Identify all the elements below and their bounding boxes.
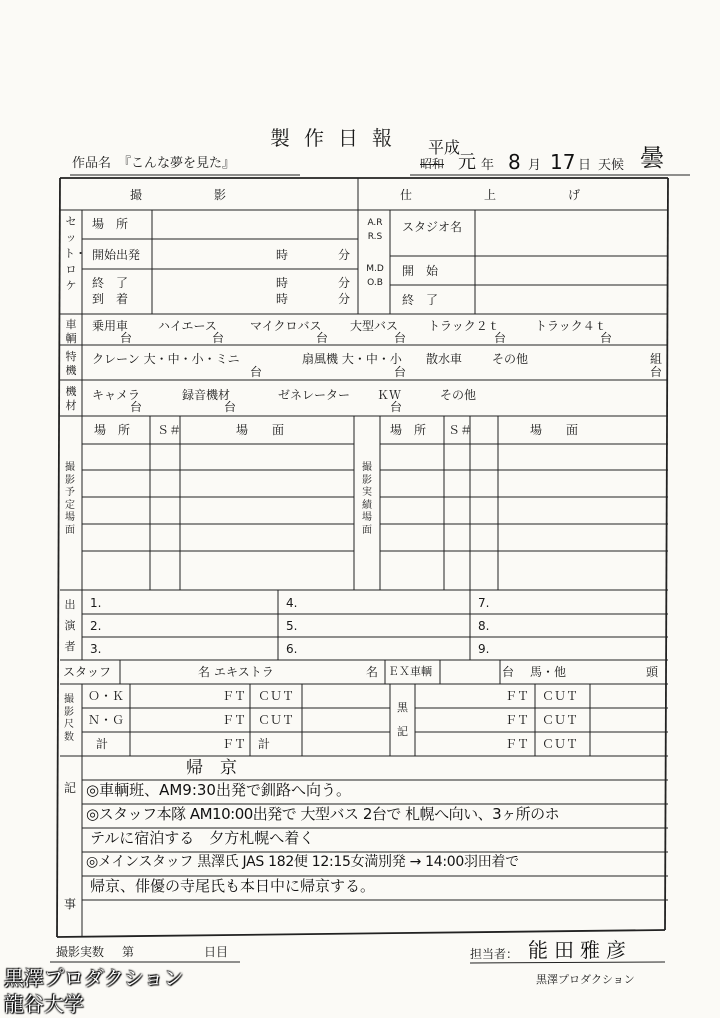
satsuei-header: 撮 影	[130, 188, 227, 202]
kaishi-shuppatsu-label: 開始出発	[92, 248, 141, 262]
cut-unit: ＣＵＴ	[542, 713, 579, 727]
unit-dai: 台	[316, 331, 329, 345]
unit-dai: 台	[120, 331, 133, 345]
days-dai: 第	[122, 945, 135, 959]
touchaku-label: 到 着	[92, 292, 129, 306]
ft-unit: ＦＴ	[505, 737, 530, 751]
special-item: 散水車	[426, 352, 463, 366]
scene-basho-header: 場 所	[94, 423, 131, 437]
basho-label: 場 所	[92, 217, 129, 231]
ji-2: 時	[276, 276, 289, 290]
equipment-item: キャメラ	[92, 388, 141, 402]
page-title: 製作日報	[270, 126, 406, 150]
special-item: 扇風機 大・中・小	[302, 352, 402, 366]
footage-row-ok: Ｏ・Ｋ	[88, 689, 125, 703]
scene-sno-header: Ｓ＃	[157, 423, 182, 437]
cut-unit: ＣＵＴ	[542, 737, 579, 751]
cast-number: 6.	[286, 642, 298, 656]
watermark-line1: 黒澤プロダクション	[4, 966, 184, 990]
note-line: 帰京、俳優の寺尾氏も本日中に帰京する。	[90, 877, 376, 895]
cast-number: 4.	[286, 596, 298, 610]
note-line: テルに宿泊する 夕方札幌へ着く	[90, 829, 315, 847]
era-printed: 昭和	[420, 157, 445, 171]
day-value: 17	[550, 150, 576, 174]
ft-unit: ＦＴ	[222, 737, 247, 751]
vehicle-item: ハイエース	[158, 319, 217, 333]
work-label: 作品名	[72, 156, 112, 171]
kaishi-label: 開 始	[402, 264, 439, 278]
plan-scenes-label: 撮影予定場面	[65, 462, 75, 536]
days-label: 撮影実数	[56, 945, 105, 959]
ex-vehicle-dai: 台	[502, 665, 515, 679]
shuryo2-label: 終 了	[402, 293, 439, 307]
vehicle-item: トラック４ｔ	[535, 319, 607, 333]
note-line: 帰 京	[186, 758, 237, 778]
footage-label: 撮影尺数	[64, 694, 74, 743]
cut-unit: ＣＵＴ	[542, 689, 579, 703]
extra-label: エキストラ	[214, 665, 274, 679]
extra-mei: 名	[366, 665, 379, 679]
scene-bamen-header: 場 面	[236, 423, 285, 437]
days-nichime: 日目	[204, 945, 229, 959]
unit-dai: 台	[130, 400, 143, 414]
unit-dai: 台	[250, 365, 263, 379]
company-name: 黒澤プロダクション	[536, 973, 635, 986]
unit-dai: 台	[650, 365, 663, 379]
year-suffix: 年	[481, 158, 495, 173]
notes-label-bottom: 事	[64, 897, 77, 911]
equipment-item: ＫＷ	[377, 388, 402, 402]
special-item: クレーン 大・中・小・ミニ	[92, 352, 240, 366]
fun-2: 分	[338, 276, 351, 290]
studio-label: スタジオ名	[402, 220, 463, 234]
cut-unit: ＣＵＴ	[258, 713, 295, 727]
footage-row-total: 計	[96, 737, 109, 751]
weather-label: 天候	[598, 158, 625, 173]
footage-row-ng: Ｎ・Ｇ	[88, 713, 125, 727]
unit-dai: 台	[494, 331, 507, 345]
set-loke-label: セット・ロケ	[64, 215, 86, 292]
vehicles-label: 車輌	[65, 318, 77, 345]
cast-number: 1.	[90, 596, 102, 610]
ft-unit: ＦＴ	[222, 713, 247, 727]
weather-value: 曇	[640, 144, 664, 172]
uma-label: 馬・他	[530, 665, 567, 679]
cast-label: 出演者	[64, 598, 76, 653]
ft-unit: ＦＴ	[505, 713, 530, 727]
tantou-label: 担当者：	[470, 947, 519, 961]
scene-sno-header: Ｓ＃	[448, 423, 473, 437]
equipment-item: その他	[440, 388, 477, 402]
note-line: ◎スタッフ本隊 AM10:00出発で 大型バス 2台で 札幌へ向い、3ヶ所のホ	[86, 805, 560, 823]
month-suffix: 月	[528, 158, 542, 173]
staff-label: スタッフ	[63, 665, 112, 679]
shuryo-label: 終 了	[92, 276, 129, 290]
scene-bamen-header: 場 面	[530, 423, 579, 437]
kuro-label: 黒	[397, 701, 408, 714]
scene-basho-header: 場 所	[390, 423, 427, 437]
tou-label: 頭	[646, 665, 659, 679]
unit-dai: 台	[212, 331, 225, 345]
unit-dai: 台	[224, 400, 237, 414]
unit-set: 組	[650, 352, 663, 366]
shiage-header: 仕 上 げ	[400, 188, 581, 202]
era-handwritten: 平成	[428, 138, 461, 157]
special-item: その他	[492, 352, 529, 366]
unit-dai: 台	[394, 331, 407, 345]
ki-label: 記	[397, 725, 408, 738]
note-line: ◎メインスタッフ 黒澤氏 JAS 182便 12:15女満別発 → 14:00羽田着で	[86, 854, 519, 870]
cast-number: 3.	[90, 642, 102, 656]
work-title: 『こんな夢を見た』	[118, 156, 236, 171]
unit-dai: 台	[394, 365, 407, 379]
note-line: ◎車輌班、AM9:30出発で釧路へ向う。	[86, 781, 351, 799]
ji-3: 時	[276, 292, 289, 306]
staff-mei: 名	[198, 665, 211, 679]
cut-unit: ＣＵＴ	[258, 689, 295, 703]
cast-number: 5.	[286, 619, 298, 633]
ji-1: 時	[276, 248, 289, 262]
tantou-name: 能田雅彦	[528, 938, 632, 962]
ars-label: A.R R.S	[367, 218, 383, 243]
vehicle-item: 乗用車	[92, 319, 129, 333]
vehicle-item: 大型バス	[350, 319, 399, 333]
actual-scenes-label: 撮影実績場面	[362, 462, 372, 536]
mdob-label: M.D O.B	[366, 264, 384, 289]
month-value: 8	[508, 150, 521, 174]
unit-dai: 台	[600, 331, 613, 345]
unit-dai: 台	[390, 400, 403, 414]
cast-number: 2.	[90, 619, 102, 633]
vehicle-item: マイクロバス	[250, 319, 322, 333]
fun-1: 分	[338, 248, 351, 262]
ex-vehicle-label: ＥＸ車輌	[388, 665, 432, 678]
year-value: 元	[458, 152, 476, 173]
fun-3: 分	[338, 292, 351, 306]
ft-unit: ＦＴ	[505, 689, 530, 703]
equipment-label: 機材	[65, 385, 77, 412]
vehicle-item: トラック２ｔ	[428, 319, 500, 333]
cast-number: 9.	[478, 642, 490, 656]
special-label: 特機	[65, 350, 77, 377]
notes-label-top: 記	[64, 781, 77, 795]
equipment-item: ゼネレーター	[278, 388, 351, 402]
cast-number: 8.	[478, 619, 490, 633]
ft-unit: ＦＴ	[222, 689, 247, 703]
watermark-line2: 龍谷大学	[4, 992, 84, 1016]
kei-unit: 計	[258, 737, 271, 751]
cast-number: 7.	[478, 596, 490, 610]
day-suffix: 日	[578, 158, 592, 173]
equipment-item: 録音機材	[182, 388, 231, 402]
